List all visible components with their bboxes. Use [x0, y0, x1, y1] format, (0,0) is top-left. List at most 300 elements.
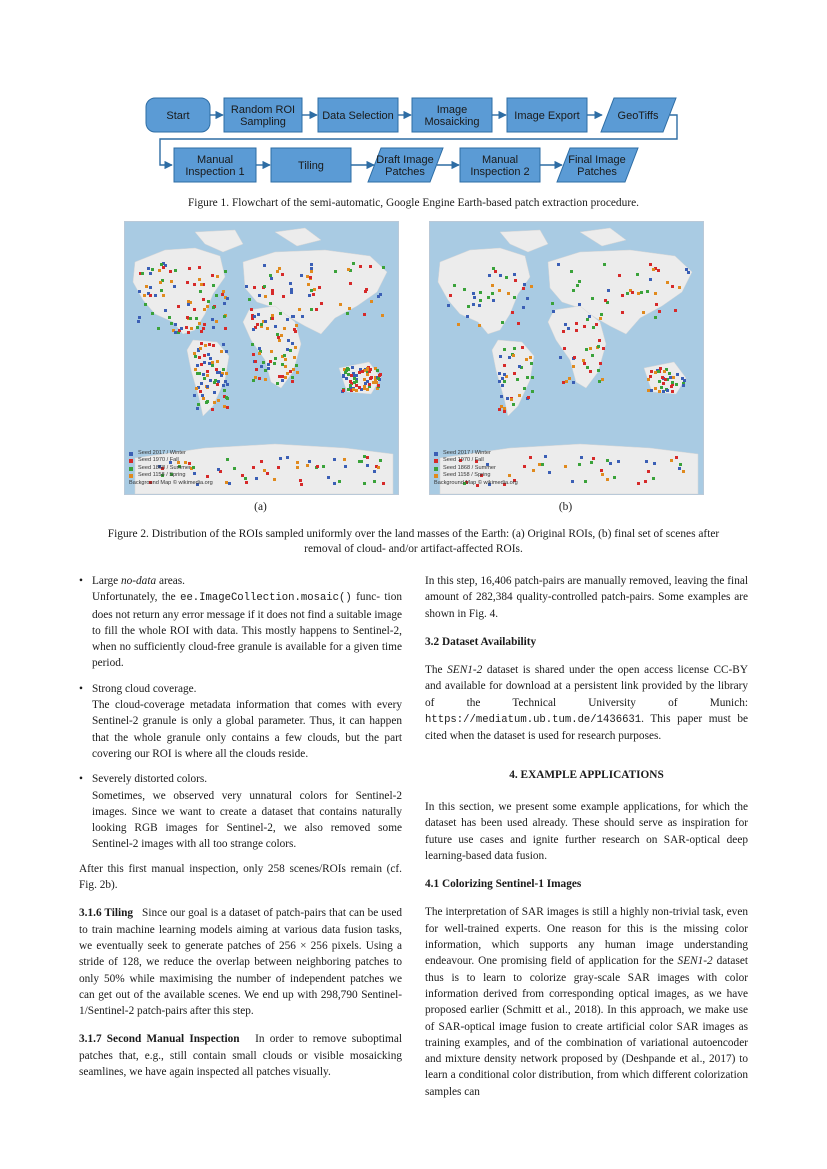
flowchart — [140, 92, 685, 187]
roi-marker — [308, 460, 311, 463]
roi-marker — [186, 281, 189, 284]
roi-marker — [621, 294, 624, 297]
roi-marker — [583, 362, 586, 365]
roi-marker — [255, 477, 258, 480]
roi-marker — [559, 356, 562, 359]
roi-marker — [575, 322, 578, 325]
roi-marker — [223, 389, 226, 392]
second-inspection-paragraph: 3.1.7 Second Manual Inspection In order to remove suboptimal patches that, e.g., still contain small clouds or visible mosaicking seamlines, we have again inspected all patches visually. — [79, 1033, 402, 1079]
roi-marker — [564, 465, 567, 468]
roi-marker — [572, 381, 575, 384]
roi-marker — [584, 480, 587, 483]
roi-marker — [366, 388, 369, 391]
roi-marker — [647, 470, 650, 473]
roi-marker — [379, 459, 382, 462]
roi-marker — [503, 364, 506, 367]
roi-marker — [306, 464, 309, 467]
roi-marker — [147, 267, 150, 270]
roi-marker — [284, 365, 287, 368]
figure2-caption — [60, 527, 767, 557]
roi-marker — [277, 336, 280, 339]
roi-marker — [212, 344, 215, 347]
roi-marker — [655, 303, 658, 306]
roi-marker — [510, 398, 513, 401]
roi-marker — [382, 482, 385, 485]
roi-marker — [251, 343, 254, 346]
roi-marker — [200, 382, 203, 385]
roi-marker — [381, 314, 384, 317]
roi-marker — [382, 266, 385, 269]
roi-marker — [195, 387, 198, 390]
roi-marker — [363, 482, 366, 485]
roi-marker — [600, 469, 603, 472]
roi-marker — [151, 312, 154, 315]
roi-marker — [373, 470, 376, 473]
section-4-1-heading: 4.1 Colorizing Sentinel-1 Images — [425, 878, 582, 891]
roi-marker — [589, 347, 592, 350]
roi-marker — [592, 457, 595, 460]
roi-marker — [599, 362, 602, 365]
roi-marker — [278, 339, 281, 342]
roi-marker — [631, 291, 634, 294]
roi-marker — [682, 384, 685, 387]
roi-marker — [377, 377, 380, 380]
roi-marker — [508, 356, 511, 359]
roi-marker — [637, 482, 640, 485]
roi-marker — [544, 455, 547, 458]
roi-marker — [606, 301, 609, 304]
roi-marker — [157, 327, 160, 330]
roi-marker — [578, 303, 581, 306]
roi-marker — [269, 274, 272, 277]
roi-marker — [529, 456, 532, 459]
roi-marker — [366, 456, 369, 459]
roi-marker — [264, 320, 267, 323]
roi-marker — [603, 263, 606, 266]
roi-marker — [578, 463, 581, 466]
availability-paragraph: The SEN1-2 dataset is shared under the open access license CC-BY and available for download at a persistent link provided by the library of the Technical University of Munich: https://mediatum.ub.tum.de/1436631. This paper must be cited when the dataset is used for research purposes. — [425, 664, 748, 743]
roi-marker — [202, 327, 205, 330]
roi-marker — [255, 368, 258, 371]
roi-marker — [345, 377, 348, 380]
roi-marker — [675, 456, 678, 459]
roi-marker — [291, 380, 294, 383]
roi-marker — [604, 299, 607, 302]
roi-marker — [607, 289, 610, 292]
roi-marker — [532, 469, 535, 472]
roi-marker — [591, 297, 594, 300]
roi-marker — [250, 308, 253, 311]
roi-marker — [193, 352, 196, 355]
roi-marker — [206, 400, 209, 403]
roi-marker — [505, 276, 508, 279]
roi-marker — [248, 298, 251, 301]
roi-marker — [310, 308, 313, 311]
bullet-title: Strong cloud coverage. — [92, 682, 197, 695]
roi-marker — [216, 383, 219, 386]
roi-marker — [269, 360, 272, 363]
bullet-dot: • — [79, 682, 83, 695]
map-b — [429, 221, 704, 495]
roi-marker — [652, 268, 655, 271]
roi-marker — [567, 327, 570, 330]
roi-marker — [518, 394, 521, 397]
roi-marker — [195, 317, 198, 320]
roi-marker — [530, 285, 533, 288]
legend-swatch-fall — [129, 459, 133, 463]
roi-marker — [364, 290, 367, 293]
roi-marker — [276, 382, 279, 385]
roi-marker — [363, 385, 366, 388]
second-inspection-heading: 3.1.7 Second Manual Inspection — [79, 1033, 240, 1046]
roi-marker — [149, 272, 152, 275]
roi-marker — [258, 294, 261, 297]
roi-marker — [256, 323, 259, 326]
roi-marker — [226, 383, 229, 386]
roi-marker — [370, 376, 373, 379]
roi-marker — [662, 382, 665, 385]
figure2-caption-line1: Figure 2. Distribution of the ROIs sampled uniformly over the land masses of the Earth: (a) Original ROIs, (b) final set of scenes after — [107, 528, 720, 540]
roi-marker — [301, 315, 304, 318]
roi-marker — [349, 282, 352, 285]
roi-marker — [160, 263, 163, 266]
roi-marker — [342, 389, 345, 392]
roi-marker — [501, 321, 504, 324]
roi-marker — [300, 483, 303, 486]
roi-marker — [647, 389, 650, 392]
roi-marker — [315, 308, 318, 311]
roi-marker — [149, 286, 152, 289]
roi-marker — [345, 369, 348, 372]
flow-row1-label-4: Image Export — [514, 110, 580, 122]
roi-marker — [282, 295, 285, 298]
roi-marker — [654, 316, 657, 319]
map-a-legend — [129, 450, 213, 487]
legend-spring: Seed 1158 / Spring — [443, 472, 491, 479]
roi-marker — [674, 309, 677, 312]
legend-swatch-summer — [434, 467, 438, 471]
roi-marker — [198, 372, 201, 375]
flow-row2-label-3: Manual Inspection 2 — [470, 154, 530, 178]
roi-marker — [671, 390, 674, 393]
roi-marker — [273, 362, 276, 365]
roi-marker — [525, 358, 528, 361]
roi-marker — [178, 329, 181, 332]
legend-swatch-fall — [434, 459, 438, 463]
roi-marker — [222, 384, 225, 387]
roi-marker — [478, 304, 481, 307]
flow-row2-label-4: Final Image Patches — [568, 154, 626, 178]
roi-marker — [640, 291, 643, 294]
roi-marker — [658, 380, 661, 383]
roi-marker — [671, 381, 674, 384]
roi-marker — [653, 462, 656, 465]
roi-marker — [193, 283, 196, 286]
dataset-link[interactable]: https://mediatum.ub.tum.de/1436631 — [425, 714, 642, 727]
roi-marker — [576, 284, 579, 287]
legend-fall: Seed 1970 / Fall — [443, 457, 484, 464]
roi-marker — [309, 276, 312, 279]
roi-marker — [506, 397, 509, 400]
roi-marker — [199, 290, 202, 293]
roi-marker — [586, 318, 589, 321]
roi-marker — [253, 315, 256, 318]
after-inspection-text: After this first manual inspection, only 258 scenes/ROIs remain (cf. Fig. 2b). — [79, 862, 402, 892]
roi-marker — [343, 458, 346, 461]
roi-marker — [296, 371, 299, 374]
roi-marker — [333, 482, 336, 485]
roi-marker — [609, 462, 612, 465]
roi-marker — [580, 456, 583, 459]
roi-marker — [590, 461, 593, 464]
roi-marker — [492, 299, 495, 302]
bullet-colors — [79, 771, 402, 852]
roi-marker — [500, 405, 503, 408]
roi-marker — [526, 297, 529, 300]
bullet-dot: • — [79, 773, 83, 786]
roi-marker — [649, 278, 652, 281]
roi-marker — [527, 396, 530, 399]
roi-marker — [347, 388, 350, 391]
roi-marker — [636, 273, 639, 276]
roi-marker — [281, 379, 284, 382]
roi-marker — [363, 313, 366, 316]
roi-marker — [137, 320, 140, 323]
roi-marker — [200, 283, 203, 286]
roi-marker — [211, 408, 214, 411]
roi-marker — [499, 355, 502, 358]
roi-marker — [322, 465, 325, 468]
roi-marker — [472, 292, 475, 295]
roi-marker — [283, 327, 286, 330]
roi-marker — [597, 345, 600, 348]
roi-marker — [159, 281, 162, 284]
roi-marker — [467, 305, 470, 308]
roi-marker — [138, 316, 141, 319]
roi-marker — [478, 324, 481, 327]
roi-marker — [160, 289, 163, 292]
roi-marker — [366, 368, 369, 371]
roi-marker — [310, 267, 313, 270]
roi-marker — [516, 378, 519, 381]
roi-marker — [671, 285, 674, 288]
roi-marker — [530, 362, 533, 365]
roi-marker — [274, 325, 277, 328]
roi-marker — [463, 288, 466, 291]
roi-marker — [143, 294, 146, 297]
legend-summer: Seed 1868 / Summer — [443, 464, 496, 471]
roi-marker — [213, 401, 216, 404]
roi-marker — [498, 289, 501, 292]
roi-marker — [281, 375, 284, 378]
roi-marker — [284, 376, 287, 379]
roi-marker — [654, 387, 657, 390]
roi-marker — [358, 386, 361, 389]
roi-marker — [199, 390, 202, 393]
roi-marker — [531, 390, 534, 393]
roi-marker — [222, 368, 225, 371]
flow-row1-label-3: Image Mosaicking — [424, 104, 480, 128]
roi-marker — [294, 346, 297, 349]
roi-marker — [202, 373, 205, 376]
roi-marker — [206, 370, 209, 373]
roi-marker — [189, 317, 192, 320]
roi-marker — [211, 274, 214, 277]
roi-marker — [253, 286, 256, 289]
roi-marker — [144, 303, 147, 306]
roi-marker — [200, 342, 203, 345]
roi-marker — [202, 298, 205, 301]
roi-marker — [348, 307, 351, 310]
roi-marker — [212, 326, 215, 329]
roi-marker — [292, 315, 295, 318]
roi-marker — [479, 299, 482, 302]
roi-marker — [479, 291, 482, 294]
tiling-paragraph: 3.1.6 Tiling Since our goal is a dataset of patch-pairs that can be used to train machine learning models aiming at various data fusion tasks, we eventually seek to generate patches of 256 × 256 pixels. Using a stride of 128, we reduce the overlap between neighboring patches to only 50% while maximising the number of independent patches we can get out of the available scenes. We end up with 298,790 Sentinel-1/Sentinel-2 patch-pairs after this step. — [79, 907, 402, 1018]
roi-marker — [568, 377, 571, 380]
roi-marker — [597, 369, 600, 372]
roi-marker — [472, 303, 475, 306]
roi-marker — [346, 312, 349, 315]
roi-marker — [203, 377, 206, 380]
roi-marker — [215, 320, 218, 323]
roi-marker — [286, 318, 289, 321]
roi-marker — [522, 287, 525, 290]
roi-marker — [666, 281, 669, 284]
legend-summer: Seed 1868 / Summer — [138, 464, 191, 471]
roi-marker — [223, 405, 226, 408]
flow-row2-label-0: Manual Inspection 1 — [185, 154, 245, 178]
roi-marker — [513, 273, 516, 276]
bullet-title: Large no-data areas. — [92, 575, 185, 587]
roi-marker — [669, 376, 672, 379]
roi-marker — [252, 466, 255, 469]
roi-marker — [644, 480, 647, 483]
figure2-caption-line2: removal of cloud- and/or artifact-affected ROIs. — [304, 543, 523, 555]
roi-marker — [523, 387, 526, 390]
roi-marker — [206, 374, 209, 377]
flow-row2-label-1: Tiling — [298, 160, 324, 172]
roi-marker — [657, 269, 660, 272]
roi-marker — [291, 376, 294, 379]
roi-marker — [370, 300, 373, 303]
roi-marker — [271, 317, 274, 320]
roi-marker — [503, 380, 506, 383]
roi-marker — [320, 302, 323, 305]
roi-marker — [355, 389, 358, 392]
roi-marker — [334, 270, 337, 273]
roi-marker — [352, 262, 355, 265]
roi-marker — [213, 381, 216, 384]
legend-fall: Seed 1970 / Fall — [138, 457, 179, 464]
roi-marker — [296, 466, 299, 469]
roi-marker — [565, 380, 568, 383]
roi-marker — [512, 403, 515, 406]
roi-marker — [204, 344, 207, 347]
roi-marker — [264, 378, 267, 381]
roi-marker — [289, 349, 292, 352]
roi-marker — [473, 296, 476, 299]
roi-marker — [514, 279, 517, 282]
legend-winter: Seed 2017 / Winter — [138, 450, 186, 456]
roi-marker — [223, 315, 226, 318]
roi-marker — [658, 310, 661, 313]
roi-marker — [200, 330, 203, 333]
roi-marker — [617, 460, 620, 463]
roi-marker — [216, 360, 219, 363]
roi-marker — [151, 268, 154, 271]
roi-marker — [652, 477, 655, 480]
roi-marker — [186, 316, 189, 319]
roi-marker — [215, 368, 218, 371]
bullet-cloud — [79, 681, 402, 762]
roi-marker — [373, 480, 376, 483]
roi-marker — [213, 391, 216, 394]
roi-marker — [663, 370, 666, 373]
roi-marker — [513, 347, 516, 350]
roi-marker — [585, 348, 588, 351]
legend-winter: Seed 2017 / Winter — [443, 450, 491, 456]
roi-marker — [233, 467, 236, 470]
map-a-credit: Background Map © wikimedia.org — [129, 479, 213, 486]
roi-marker — [573, 356, 576, 359]
roi-marker — [228, 482, 231, 485]
roi-marker — [279, 457, 282, 460]
roi-marker — [618, 274, 621, 277]
roi-marker — [447, 304, 450, 307]
roi-marker — [198, 278, 201, 281]
roi-marker — [552, 310, 555, 313]
roi-marker — [168, 316, 171, 319]
roi-marker — [344, 465, 347, 468]
roi-marker — [449, 294, 452, 297]
bullet-body: The cloud-coverage metadata information that comes with every Sentinel-2 granule is only a global parameter. Thus, it can happen that the whole granule only contains a few clouds, but the part covering our ROI is where all the clouds reside. — [92, 699, 402, 760]
roi-marker — [592, 326, 595, 329]
legend-swatch-winter — [434, 452, 438, 456]
roi-marker — [298, 308, 301, 311]
roi-marker — [174, 323, 177, 326]
roi-marker — [187, 303, 190, 306]
roi-marker — [642, 311, 645, 314]
roi-marker — [687, 271, 690, 274]
roi-marker — [198, 322, 201, 325]
roi-marker — [327, 476, 330, 479]
roi-marker — [487, 296, 490, 299]
roi-marker — [499, 274, 502, 277]
roi-marker — [291, 342, 294, 345]
roi-marker — [570, 270, 573, 273]
roi-marker — [562, 330, 565, 333]
roi-marker — [602, 347, 605, 350]
roi-marker — [263, 264, 266, 267]
roi-marker — [503, 348, 506, 351]
roi-marker — [678, 467, 681, 470]
subfig-label-a: (a) — [254, 501, 267, 513]
roi-marker — [626, 292, 629, 295]
colorizing-paragraph: The interpretation of SAR images is still a highly non-trivial task, even for well-trained experts. One reason for this is the missing color information, which supports any human image understanding endeavour. One promising field of application for the SEN1-2 dataset thus is to learn to colorize gray-scale SAR images with color information derived from corresponding optical images, as we have proposed earlier (Schmitt et al., 2018). In this approach, we make use of SAR-optical image fusion to create artificial color SAR images as training examples, and of the combination of variational autoencoder and mixture density network proposed by (Deshpande et al., 2017) to learn a conditional color distribution, from which different colorization samples can — [425, 906, 748, 1098]
roi-marker — [678, 286, 681, 289]
roi-marker — [466, 315, 469, 318]
roi-marker — [531, 376, 534, 379]
roi-marker — [361, 370, 364, 373]
roi-marker — [203, 308, 206, 311]
roi-marker — [457, 323, 460, 326]
flow-row1-label-1: Random ROI Sampling — [230, 104, 296, 128]
roi-marker — [216, 275, 219, 278]
roi-marker — [662, 390, 665, 393]
roi-marker — [292, 368, 295, 371]
roi-marker — [658, 390, 661, 393]
